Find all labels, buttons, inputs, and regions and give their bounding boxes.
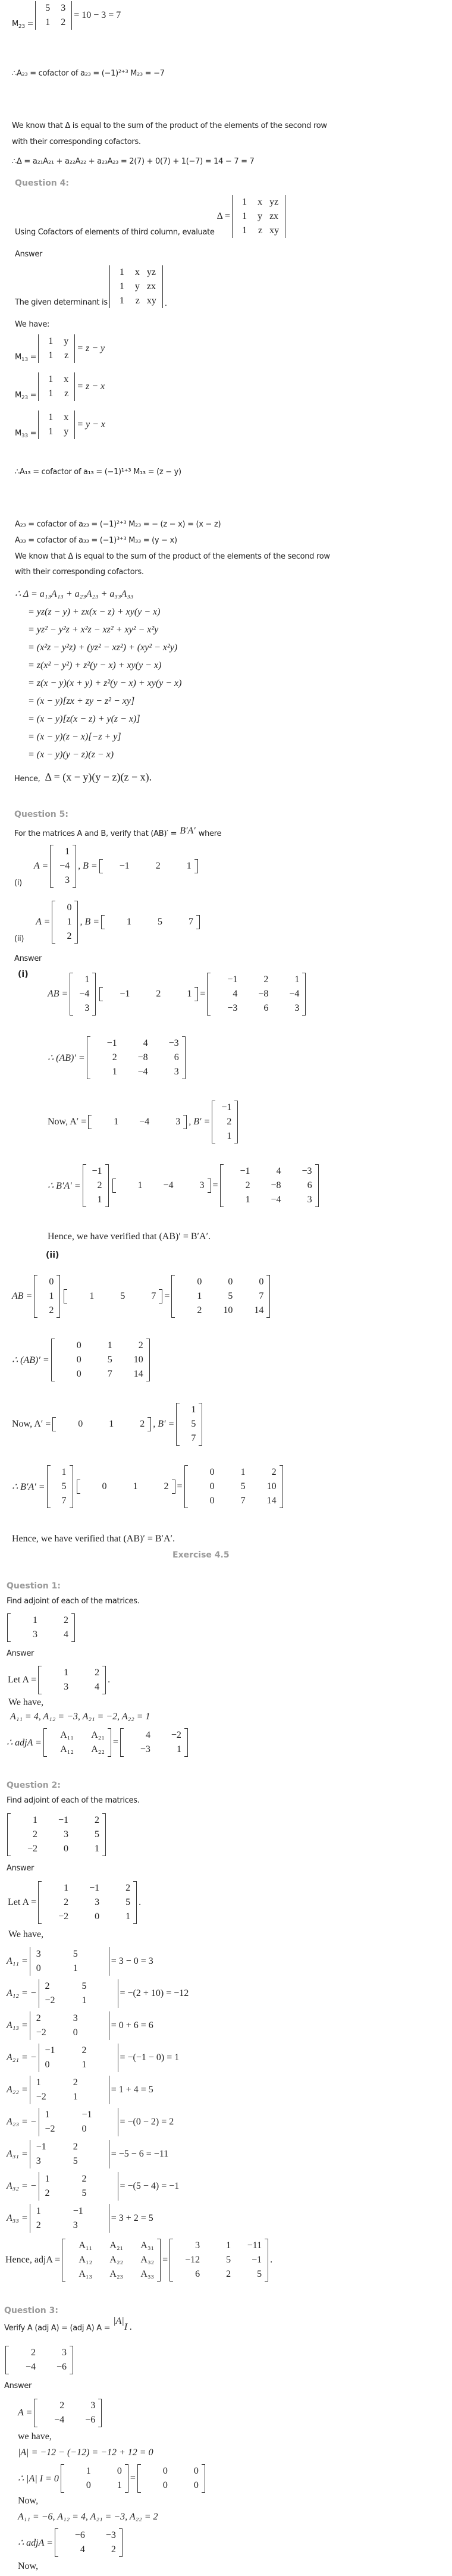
cofactor-row (7, 2010, 189, 2042)
delta-expansion-line: ∴Δ = a₂₁A₂₁ + a₂₂A₂₂ + a₂₃A₂₃ = 2(7) + 0(7) + 1(−7) = 14 − 7 = 7 (12, 157, 255, 166)
ex45-q1-we-have: We have, (8, 1697, 44, 1707)
ex45-q1-let (8, 1666, 110, 1694)
let-label: Let A = (8, 1897, 37, 1907)
cofactor-row (7, 2074, 189, 2106)
q4-know-line-1: We know that Δ is equal to the sum of the product of the elements of the second row (15, 552, 330, 561)
minor-result: = z − x (77, 381, 105, 391)
ex45-question-1-heading: Question 1: (7, 1581, 61, 1591)
cofactor-determinant: 2 3 −2 0 (30, 2011, 109, 2040)
period: . (139, 1897, 142, 1907)
cofactor-row (7, 2042, 189, 2074)
q5-part-ii (14, 901, 202, 944)
cofactor-result: = −(−1 − 0) = 1 (120, 2052, 180, 2063)
cofactor-determinant: 1 −1 2 3 (30, 2204, 109, 2233)
cofactor-row (7, 2138, 189, 2170)
q5-part-i (14, 845, 200, 888)
ab-label: AB = (48, 989, 68, 999)
q4-prompt-text: Using Cofactors of elements of third column, evaluate (15, 228, 215, 237)
zero-matrix: 0 0 0 0 (137, 2464, 205, 2493)
matrix-b: 1 5 7 (64, 1289, 162, 1303)
part-label: (i) (14, 879, 22, 888)
adj-label: ∴ adjA = (18, 2538, 53, 2548)
q4-delta-label: Δ = (216, 211, 231, 221)
expansion-step: = z(x² − y²) + z²(y − x) + xy(y − x) (28, 660, 162, 670)
cofactor-result: = 1 + 4 = 5 (111, 2085, 153, 2095)
q5-sol-ii-hence: Hence, we have verified that (AB)′ = B′A′. (12, 1534, 175, 1544)
period: . (270, 2255, 273, 2265)
cofactor-label: A₂₁ = − (7, 2052, 37, 2063)
cofactor-result: = 3 − 0 = 3 (111, 1956, 153, 1966)
minor-row: $M_{13}$ = 1 y 1 z = z − y (15, 334, 105, 363)
a-transpose-matrix: 1 −4 3 (112, 1179, 211, 1193)
expansion-step: = yz² − y²z + x²z − xz² + xy² − x²y (28, 625, 159, 635)
ex45-q3-prompt: Verify A (adj A) = (adj A) A = |A| I . (4, 2316, 133, 2333)
let-matrix: 1 2 3 4 (38, 1666, 106, 1694)
cofactor-determinant: 1 −1 −2 0 (39, 2108, 118, 2136)
q3-matrix: 2 3 −4 −6 (5, 2346, 73, 2374)
matrix-b: −1 2 1 (99, 859, 198, 873)
q4-determinant: 1 x yz 1 y zx 1 z xy (232, 195, 285, 238)
q5-prompt: For the matrices A and B, verify that (AB)′ = B′A′ where (14, 826, 222, 838)
ex45-q3-now-1: Now, (18, 2496, 39, 2506)
cofactor-row (7, 2202, 189, 2235)
adj-symbolic-matrix: A₁₁ A₂₁ A₁₂ A₂₂ (43, 1728, 111, 1757)
matrix-a: 1 −4 3 (70, 973, 96, 1016)
ex45-q1-adj (7, 1728, 190, 1757)
ai-label: ∴ |A| I = 0 (18, 2474, 59, 2484)
expansion-step: = z(x − y)(x + y) + z²(y − x) + xy(y − x) (28, 678, 182, 688)
cofactor-determinant: 1 2 2 5 (39, 2172, 118, 2201)
cofactor-result: = −5 − 6 = −11 (111, 2149, 169, 2159)
cofactor-label: A₁₁ = (7, 1956, 28, 1966)
bta-result-matrix: 0 1 2 0 5 10 0 7 14 (184, 1465, 283, 1508)
ex45-q3-matrix (4, 2346, 75, 2374)
cofactor-label: A₁₃ = (7, 2020, 28, 2030)
m23-label: $M_{23}$ = (12, 20, 34, 30)
cofactor-label: A₂₂ = (7, 2085, 28, 2095)
ex45-question-2-heading: Question 2: (7, 1781, 61, 1790)
a-transpose-matrix: 0 1 2 (52, 1417, 151, 1431)
expansion-step: = (x − y)(z − x)[−z + y] (28, 732, 121, 742)
q4-know-line-2: with their corresponding cofactors. (15, 568, 144, 576)
b-transpose-label: , B′ = (153, 1419, 175, 1429)
cofactor-result: = −(2 + 10) = −12 (120, 1988, 189, 1998)
equals: = (212, 1180, 218, 1190)
ex45-q1-prompt: Find adjoint of each of the matrices. (7, 1597, 140, 1606)
q5-sol-ii-label: (ii) (46, 1251, 59, 1260)
a-transpose-label: Now, A′ = (48, 1117, 87, 1127)
a-matrix: 2 3 −4 −6 (34, 2399, 102, 2427)
m23-minor (12, 1, 121, 30)
q4-a13-line: ∴A₁₃ = cofactor of a₁₃ = (−1)¹⁺³ M₁₃ = (z − y) (15, 468, 181, 477)
minor-result: = y − x (77, 419, 106, 430)
equals: = (162, 2255, 168, 2265)
ex45-q3-cofactors: A₁₁ = −6, A₁₂ = 4, A₂₁ = −3, A₂₂ = 2 (18, 2512, 158, 2522)
q4-hence-label: Hence, (14, 775, 40, 784)
matrix-b: −1 2 1 (99, 987, 198, 1001)
b-transpose-matrix: 1 5 7 (176, 1403, 202, 1446)
ex45-q3-det-line: |A| = −12 − (−12) = −12 + 12 = 0 (18, 2447, 153, 2458)
adj-result-matrix: 4 −2 −3 1 (120, 1728, 188, 1757)
part-label: (ii) (14, 935, 24, 944)
adj-label: Hence, adjA = (5, 2255, 61, 2265)
m23-determinant: 5 3 1 2 (35, 1, 72, 30)
ex45-q2-prompt: Find adjoint of each of the matrices. (7, 1796, 140, 1805)
cofactor-determinant: 1 2 −2 1 (30, 2076, 109, 2104)
cofactor-result: = 0 + 6 = 6 (111, 2020, 153, 2030)
bta-label: ∴ B′A′ = (48, 1181, 81, 1191)
know-line-1: We know that Δ is equal to the sum of the product of the elements of the second row (12, 121, 327, 130)
expansion-step: = (x − y)(y − z)(z − x) (28, 750, 114, 760)
cofactor-row (7, 1978, 189, 2010)
q2-matrix: 1 −1 2 2 3 5 −2 0 1 (7, 1813, 106, 1856)
adj-label: ∴ adjA = (7, 1738, 42, 1748)
q5-sol-ii-abt (12, 1339, 152, 1381)
ex45-q1-cofactors: A₁₁ = 4, A₁₂ = −3, A₂₁ = −2, A₂₂ = 1 (10, 1712, 150, 1722)
q5-sol-i-bta (48, 1164, 321, 1207)
a-label: A = (18, 2408, 33, 2418)
ex45-q2-matrix (5, 1813, 108, 1856)
cofactor-result: = −(5 − 4) = −1 (120, 2181, 180, 2191)
m23-result: = 10 − 3 = 7 (74, 10, 121, 20)
b-label: , B = (80, 917, 100, 927)
expansion-step: = yz(z − y) + zx(x − z) + xy(y − x) (28, 607, 161, 617)
know-line-2: with their corresponding cofactors. (12, 137, 141, 146)
abt-matrix: 0 1 2 0 5 10 0 7 14 (51, 1339, 150, 1381)
matrix-b: 1 5 7 (101, 915, 200, 929)
a-transpose-label: Now, A′ = (12, 1419, 51, 1429)
cofactor-label: A₂₃ = − (7, 2117, 37, 2127)
cofactor-label: A₃₂ = − (7, 2181, 37, 2191)
identity-matrix: 1 0 0 1 (61, 2464, 128, 2493)
minor-row: $M_{33}$ = 1 x 1 y = y − x (15, 410, 105, 439)
cofactor-determinant: −1 2 3 5 (30, 2140, 109, 2168)
ex45-q3-a (18, 2399, 103, 2427)
minor-determinant: 1 x 1 y (38, 410, 75, 439)
expansion-step: ∴ Δ = a₁₃A₁₃ + a₂₃A₂₃ + a₃₃A₃₃ (15, 589, 134, 599)
matrix-a: 0 1 2 (52, 901, 78, 944)
equals: = (130, 2473, 136, 2483)
q4-a33-line: A₃₃ = cofactor of a₃₃ = (−1)³⁺³ M₃₃ = (y − x) (15, 536, 177, 545)
equals: = (164, 1291, 170, 1301)
cofactor-row (7, 1945, 189, 1978)
b-transpose-matrix: −1 2 1 (212, 1101, 238, 1143)
q5-sol-i-abt (48, 1036, 187, 1079)
cofactor-determinant: −1 2 0 1 (39, 2044, 118, 2072)
ex45-q3-adj (18, 2528, 124, 2557)
expansion-step: = (x − y)[z(x − z) + y(z − x)] (28, 714, 140, 724)
cofactor-result: = 3 + 2 = 5 (111, 2213, 153, 2223)
q5-answer-label: Answer (14, 954, 42, 963)
cofactor-row (7, 2106, 189, 2138)
expansion-step: = (x − y)[zx + zy − z² − xy] (28, 696, 135, 706)
a-label: A = (33, 861, 49, 871)
equals: = (177, 1481, 183, 1491)
b-label: , B = (78, 861, 98, 871)
q5-sol-i-hence: Hence, we have verified that (AB)′ = B′A′. (48, 1231, 211, 1242)
ex45-q2-we-have: We have, (8, 1929, 44, 1939)
q4-we-have: We have: (15, 320, 50, 329)
ab-label: AB = (12, 1291, 33, 1301)
abt-label: ∴ (AB)′ = (12, 1355, 49, 1365)
ab-result-matrix: −1 2 1 4 −8 −4 −3 6 3 (207, 973, 306, 1016)
ex45-q3-now-2: Now, (18, 2561, 39, 2571)
cofactor-label: A₃₃ = (7, 2213, 28, 2223)
matrix-a: 1 −4 3 (50, 845, 76, 888)
ex45-q1-matrix (5, 1613, 77, 1642)
cofactor-determinant: 2 5 −2 1 (39, 1979, 118, 2008)
q1-matrix: 1 2 3 4 (7, 1613, 75, 1642)
ex45-q3-ai (18, 2464, 207, 2493)
q5-sol-i-label: (i) (18, 970, 29, 979)
a23-cofactor-line: ∴A₂₃ = cofactor of a₂₃ = (−1)²⁺³ M₂₃ = −7 (12, 69, 165, 78)
q4-steps (15, 585, 181, 764)
q4-given: The given determinant is 1 x yz 1 y zx 1 z xy . (15, 265, 167, 308)
a-transpose-matrix: 1 −4 3 (88, 1115, 187, 1129)
b-transpose-matrix: −1 2 1 (83, 1164, 109, 1207)
abt-matrix: −1 4 −3 2 −8 6 1 −4 3 (87, 1036, 186, 1079)
q4-minors (15, 334, 105, 449)
adj-result-matrix: 3 1 −11 −12 5 −1 6 2 5 (170, 2239, 268, 2282)
q5-sol-ii-ab (12, 1275, 272, 1318)
abt-label: ∴ (AB)′ = (48, 1053, 85, 1063)
ex45-q3-answer-label: Answer (4, 2381, 32, 2390)
expansion-step: = (x²z − y²z) + (yz² − xz²) + (xy² − x²y) (28, 643, 178, 653)
cofactor-row (7, 2170, 189, 2202)
q4-hence-result: Δ = (x − y)(y − z)(z − x). (45, 771, 152, 783)
b-transpose-matrix: 1 5 7 (47, 1465, 73, 1508)
period: . (108, 1675, 111, 1685)
adj-result-matrix: −6 −3 4 2 (55, 2528, 123, 2557)
ex45-q2-let (8, 1881, 141, 1924)
minor-determinant: 1 x 1 z (38, 372, 75, 401)
cofactor-label: A₁₂ = − (7, 1988, 37, 1998)
bta-result-matrix: −1 4 −3 2 −8 6 1 −4 3 (220, 1164, 319, 1207)
matrix-a: 0 1 2 (34, 1275, 60, 1318)
exercise-title: Exercise 4.5 (172, 1550, 230, 1560)
minor-determinant: 1 y 1 z (38, 334, 75, 363)
cofactor-determinant: 3 5 0 1 (30, 1947, 109, 1976)
ab-result-matrix: 0 0 0 1 5 7 2 10 14 (171, 1275, 270, 1318)
ex45-q2-answer-label: Answer (7, 1864, 34, 1873)
ex45-q2-adj (5, 2239, 272, 2282)
ex45-q3-we-have: we have, (18, 2431, 52, 2442)
a-label: A = (36, 917, 51, 927)
a-transpose-matrix: 0 1 2 (77, 1480, 175, 1494)
let-label: Let A = (8, 1675, 37, 1685)
let-matrix: 1 −1 2 2 3 5 −2 0 1 (38, 1881, 137, 1924)
ex45-q1-answer-label: Answer (7, 1649, 34, 1658)
adj-symbolic-matrix: A₁₁ A₂₁ A₃₁ A₁₂ A₂₂ A₃₂ A₁₃ A₂₃ A₃₃ (62, 2239, 161, 2282)
q5-sol-i-ab (48, 973, 307, 1016)
ex45-q2-cofactors (7, 1945, 189, 2235)
equals: = (200, 989, 206, 999)
q4-answer-label: Answer (15, 250, 43, 259)
minor-row: $M_{23}$ = 1 x 1 z = z − x (15, 372, 105, 401)
cofactor-label: A₃₁ = (7, 2149, 28, 2159)
q4-given-determinant: 1 x yz 1 y zx 1 z xy (109, 265, 163, 308)
question-5-heading: Question 5: (14, 810, 68, 819)
cofactor-result: = −(0 − 2) = 2 (120, 2117, 174, 2127)
q4-hence (14, 771, 152, 784)
bta-label: ∴ B′A′ = (12, 1482, 45, 1492)
question-4-heading: Question 4: (15, 178, 69, 188)
q5-sol-i-transposes (48, 1101, 240, 1143)
minor-result: = z − y (77, 343, 105, 353)
q4-given-text: The given determinant is (15, 298, 108, 307)
q5-sol-ii-transposes (12, 1403, 204, 1446)
q4-prompt (15, 195, 287, 238)
q5-sol-ii-bta (12, 1465, 285, 1508)
equals: = (112, 1737, 118, 1747)
ex45-question-3-heading: Question 3: (4, 2306, 58, 2315)
q4-a23-line: A₂₃ = cofactor of a₂₃ = (−1)²⁺³ M₂₃ = − (z − x) = (x − z) (15, 520, 221, 529)
b-transpose-label: , B′ = (189, 1117, 211, 1127)
